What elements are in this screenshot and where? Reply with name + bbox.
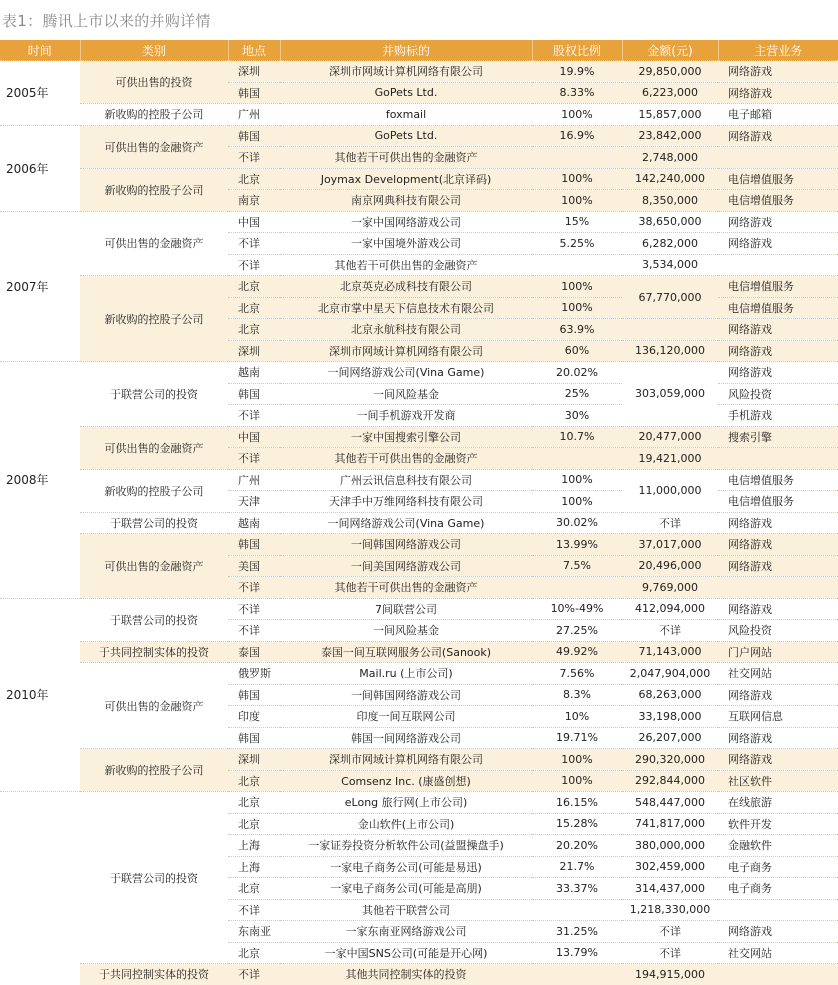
business-cell: 电子商务 xyxy=(718,878,838,900)
table-row xyxy=(0,104,838,126)
ratio-cell: 8.3% xyxy=(532,684,622,706)
business-cell: 电信增值服务 xyxy=(718,276,838,298)
ratio-cell: 100% xyxy=(532,190,622,212)
business-cell: 电信增值服务 xyxy=(718,491,838,513)
target-cell: 一间风险基金 xyxy=(280,620,532,642)
year-cell: 2006年 xyxy=(0,125,80,211)
business-cell: 电信增值服务 xyxy=(718,168,838,190)
target-cell: 泰国一间互联网服务公司(Sanook) xyxy=(280,641,532,663)
target-cell: 一家证券投资分析软件公司(益盟操盘手) xyxy=(280,835,532,857)
ratio-cell: 19.9% xyxy=(532,61,622,83)
ratio-cell: 15.28% xyxy=(532,813,622,835)
ratio-cell: 100% xyxy=(532,469,622,491)
location-cell: 不详 xyxy=(228,147,280,169)
ratio-cell: 100% xyxy=(532,276,622,298)
ratio-cell: 30% xyxy=(532,405,622,427)
ratio-cell xyxy=(532,448,622,470)
location-cell: 广州 xyxy=(228,469,280,491)
ratio-cell: 100% xyxy=(532,749,622,771)
amount-cell: 1,218,330,000 xyxy=(622,899,718,921)
amount-cell: 29,850,000 xyxy=(622,61,718,83)
business-cell: 网络游戏 xyxy=(718,555,838,577)
amount-cell: 314,437,000 xyxy=(622,878,718,900)
ratio-cell: 60% xyxy=(532,340,622,362)
business-cell xyxy=(718,254,838,276)
location-cell: 北京 xyxy=(228,813,280,835)
location-cell: 北京 xyxy=(228,878,280,900)
target-cell: 一间网络游戏公司(Vina Game) xyxy=(280,362,532,384)
location-cell: 深圳 xyxy=(228,340,280,362)
business-cell: 网络游戏 xyxy=(718,125,838,147)
location-cell: 东南亚 xyxy=(228,921,280,943)
business-cell: 电子邮箱 xyxy=(718,104,838,126)
business-cell: 社区软件 xyxy=(718,770,838,792)
location-cell: 不详 xyxy=(228,899,280,921)
business-cell: 风险投资 xyxy=(718,383,838,405)
target-cell: 一家东南亚网络游戏公司 xyxy=(280,921,532,943)
year-cell: 2008年 xyxy=(0,362,80,599)
location-cell: 韩国 xyxy=(228,534,280,556)
business-cell: 网络游戏 xyxy=(718,319,838,341)
business-cell xyxy=(718,577,838,599)
location-cell: 不详 xyxy=(228,233,280,255)
category-cell: 可供出售的金融资产 xyxy=(80,125,228,168)
category-cell: 新收购的控股子公司 xyxy=(80,168,228,211)
ratio-cell: 30.02% xyxy=(532,512,622,534)
business-cell: 网络游戏 xyxy=(718,61,838,83)
amount-cell: 20,496,000 xyxy=(622,555,718,577)
business-cell: 网络游戏 xyxy=(718,233,838,255)
target-cell: 北京市掌中星天下信息技术有限公司 xyxy=(280,297,532,319)
table-row xyxy=(0,964,838,985)
ratio-cell: 27.25% xyxy=(532,620,622,642)
table-row xyxy=(0,426,838,448)
category-cell: 于共同控制实体的投资 xyxy=(80,641,228,663)
target-cell: 一间韩国网络游戏公司 xyxy=(280,534,532,556)
target-cell: 印度一间互联网公司 xyxy=(280,706,532,728)
amount-cell: 302,459,000 xyxy=(622,856,718,878)
business-cell: 互联网信息 xyxy=(718,706,838,728)
business-cell xyxy=(718,147,838,169)
category-cell: 可供出售的金融资产 xyxy=(80,534,228,599)
business-cell: 电信增值服务 xyxy=(718,469,838,491)
location-cell: 韩国 xyxy=(228,82,280,104)
business-cell: 网络游戏 xyxy=(718,82,838,104)
target-cell: 一家中国SNS公司(可能是开心网) xyxy=(280,942,532,964)
amount-cell: 33,198,000 xyxy=(622,706,718,728)
year-cell: 2005年 xyxy=(0,61,80,126)
location-cell: 俄罗斯 xyxy=(228,663,280,685)
amount-cell: 290,320,000 xyxy=(622,749,718,771)
table-row xyxy=(0,534,838,556)
amount-cell: 2,047,904,000 xyxy=(622,663,718,685)
ratio-cell: 49.92% xyxy=(532,641,622,663)
ratio-cell: 100% xyxy=(532,168,622,190)
business-cell: 软件开发 xyxy=(718,813,838,835)
header-target: 并购标的 xyxy=(280,40,532,61)
business-cell xyxy=(718,448,838,470)
header-category: 类别 xyxy=(80,40,228,61)
business-cell: 搜索引擎 xyxy=(718,426,838,448)
amount-cell: 68,263,000 xyxy=(622,684,718,706)
ratio-cell xyxy=(532,964,622,985)
location-cell: 中国 xyxy=(228,211,280,233)
location-cell: 北京 xyxy=(228,319,280,341)
table-row xyxy=(0,61,838,83)
target-cell: 一家电子商务公司(可能是易迅) xyxy=(280,856,532,878)
amount-cell: 11,000,000 xyxy=(622,469,718,512)
location-cell: 南京 xyxy=(228,190,280,212)
business-cell: 网络游戏 xyxy=(718,684,838,706)
business-cell: 社交网站 xyxy=(718,663,838,685)
target-cell: 一间风险基金 xyxy=(280,383,532,405)
location-cell: 北京 xyxy=(228,942,280,964)
table-row xyxy=(0,512,838,534)
category-cell: 可供出售的金融资产 xyxy=(80,663,228,749)
target-cell: 其他若干可供出售的金融资产 xyxy=(280,448,532,470)
target-cell: 天津手中万维网络科技有限公司 xyxy=(280,491,532,513)
target-cell: Joymax Development(北京译码) xyxy=(280,168,532,190)
target-cell: 其他共同控制实体的投资 xyxy=(280,964,532,985)
table-row xyxy=(0,362,838,384)
target-cell: 其他若干联营公司 xyxy=(280,899,532,921)
location-cell: 不详 xyxy=(228,254,280,276)
target-cell: 其他若干可供出售的金融资产 xyxy=(280,254,532,276)
ratio-cell: 20.02% xyxy=(532,362,622,384)
amount-cell: 不详 xyxy=(622,942,718,964)
target-cell: 其他若干可供出售的金融资产 xyxy=(280,577,532,599)
amount-cell: 741,817,000 xyxy=(622,813,718,835)
acquisition-table xyxy=(0,40,838,985)
amount-cell: 6,282,000 xyxy=(622,233,718,255)
ratio-cell: 16.15% xyxy=(532,792,622,814)
amount-cell: 15,857,000 xyxy=(622,104,718,126)
target-cell: 北京永航科技有限公司 xyxy=(280,319,532,341)
target-cell: 金山软件(上市公司) xyxy=(280,813,532,835)
location-cell: 不详 xyxy=(228,964,280,985)
business-cell: 门户网站 xyxy=(718,641,838,663)
amount-cell xyxy=(622,319,718,341)
location-cell: 韩国 xyxy=(228,684,280,706)
target-cell: 南京网典科技有限公司 xyxy=(280,190,532,212)
business-cell: 网络游戏 xyxy=(718,211,838,233)
amount-cell: 412,094,000 xyxy=(622,598,718,620)
target-cell: 其他若干可供出售的金融资产 xyxy=(280,147,532,169)
location-cell: 北京 xyxy=(228,168,280,190)
amount-cell: 23,842,000 xyxy=(622,125,718,147)
target-cell: GoPets Ltd. xyxy=(280,125,532,147)
header-equity-ratio: 股权比例 xyxy=(532,40,622,61)
ratio-cell: 10.7% xyxy=(532,426,622,448)
amount-cell: 2,748,000 xyxy=(622,147,718,169)
amount-cell: 9,769,000 xyxy=(622,577,718,599)
amount-cell: 26,207,000 xyxy=(622,727,718,749)
amount-cell: 不详 xyxy=(622,620,718,642)
table-row xyxy=(0,168,838,190)
amount-cell: 548,447,000 xyxy=(622,792,718,814)
ratio-cell: 10%-49% xyxy=(532,598,622,620)
business-cell: 网络游戏 xyxy=(718,340,838,362)
amount-cell: 37,017,000 xyxy=(622,534,718,556)
business-cell: 电信增值服务 xyxy=(718,297,838,319)
amount-cell: 292,844,000 xyxy=(622,770,718,792)
table-row xyxy=(0,469,838,491)
location-cell: 上海 xyxy=(228,856,280,878)
category-cell: 于共同控制实体的投资 xyxy=(80,964,228,985)
table-row xyxy=(0,276,838,298)
ratio-cell: 20.20% xyxy=(532,835,622,857)
table-row xyxy=(0,792,838,814)
category-cell: 新收购的控股子公司 xyxy=(80,469,228,512)
table-row xyxy=(0,663,838,685)
ratio-cell: 13.99% xyxy=(532,534,622,556)
year-cell: 2007年 xyxy=(0,211,80,362)
target-cell: 深圳市网域计算机网络有限公司 xyxy=(280,340,532,362)
location-cell: 泰国 xyxy=(228,641,280,663)
location-cell: 不详 xyxy=(228,448,280,470)
category-cell: 于联营公司的投资 xyxy=(80,512,228,534)
business-cell: 手机游戏 xyxy=(718,405,838,427)
location-cell: 韩国 xyxy=(228,383,280,405)
header-main-business: 主营业务 xyxy=(718,40,838,61)
location-cell: 美国 xyxy=(228,555,280,577)
ratio-cell: 100% xyxy=(532,297,622,319)
header-location: 地点 xyxy=(228,40,280,61)
location-cell: 上海 xyxy=(228,835,280,857)
location-cell: 北京 xyxy=(228,792,280,814)
target-cell: 一家电子商务公司(可能是高朋) xyxy=(280,878,532,900)
target-cell: 7间联营公司 xyxy=(280,598,532,620)
business-cell: 电子商务 xyxy=(718,856,838,878)
business-cell xyxy=(718,964,838,985)
target-cell: 广州云讯信息科技有限公司 xyxy=(280,469,532,491)
amount-cell: 8,350,000 xyxy=(622,190,718,212)
amount-cell: 不详 xyxy=(622,921,718,943)
business-cell: 网络游戏 xyxy=(718,749,838,771)
ratio-cell: 15% xyxy=(532,211,622,233)
ratio-cell: 33.37% xyxy=(532,878,622,900)
location-cell: 深圳 xyxy=(228,749,280,771)
business-cell: 网络游戏 xyxy=(718,362,838,384)
ratio-cell: 19.71% xyxy=(532,727,622,749)
business-cell: 风险投资 xyxy=(718,620,838,642)
amount-cell: 67,770,000 xyxy=(622,276,718,319)
ratio-cell: 100% xyxy=(532,491,622,513)
table-row xyxy=(0,641,838,663)
ratio-cell: 16.9% xyxy=(532,125,622,147)
amount-cell: 142,240,000 xyxy=(622,168,718,190)
location-cell: 中国 xyxy=(228,426,280,448)
ratio-cell: 13.79% xyxy=(532,942,622,964)
location-cell: 北京 xyxy=(228,770,280,792)
header-amount: 金额(元) xyxy=(622,40,718,61)
table-title: 表1：腾讯上市以来的并购详情 xyxy=(2,12,211,30)
location-cell: 韩国 xyxy=(228,125,280,147)
business-cell: 社交网站 xyxy=(718,942,838,964)
ratio-cell: 25% xyxy=(532,383,622,405)
ratio-cell: 31.25% xyxy=(532,921,622,943)
target-cell: 一家中国网络游戏公司 xyxy=(280,211,532,233)
business-cell: 电信增值服务 xyxy=(718,190,838,212)
location-cell: 韩国 xyxy=(228,727,280,749)
target-cell: 一间美国网络游戏公司 xyxy=(280,555,532,577)
ratio-cell: 7.56% xyxy=(532,663,622,685)
amount-cell: 136,120,000 xyxy=(622,340,718,362)
target-cell: GoPets Ltd. xyxy=(280,82,532,104)
target-cell: 深圳市网域计算机网络有限公司 xyxy=(280,749,532,771)
category-cell: 可供出售的金融资产 xyxy=(80,426,228,469)
ratio-cell xyxy=(532,147,622,169)
amount-cell: 19,421,000 xyxy=(622,448,718,470)
table-header-row xyxy=(0,40,838,61)
location-cell: 广州 xyxy=(228,104,280,126)
ratio-cell: 21.7% xyxy=(532,856,622,878)
target-cell: 一间网络游戏公司(Vina Game) xyxy=(280,512,532,534)
amount-cell: 303,059,000 xyxy=(622,362,718,427)
target-cell: Comsenz Inc. (康盛创想) xyxy=(280,770,532,792)
ratio-cell: 100% xyxy=(532,104,622,126)
target-cell: Mail.ru (上市公司) xyxy=(280,663,532,685)
ratio-cell: 10% xyxy=(532,706,622,728)
amount-cell: 194,915,000 xyxy=(622,964,718,985)
business-cell: 网络游戏 xyxy=(718,598,838,620)
category-cell: 于联营公司的投资 xyxy=(80,792,228,964)
category-cell: 新收购的控股子公司 xyxy=(80,749,228,792)
amount-cell: 不详 xyxy=(622,512,718,534)
location-cell: 不详 xyxy=(228,598,280,620)
amount-cell: 6,223,000 xyxy=(622,82,718,104)
target-cell: 一家中国境外游戏公司 xyxy=(280,233,532,255)
category-cell: 新收购的控股子公司 xyxy=(80,276,228,362)
target-cell: eLong 旅行网(上市公司) xyxy=(280,792,532,814)
category-cell: 于联营公司的投资 xyxy=(80,598,228,641)
target-cell: 北京英克必成科技有限公司 xyxy=(280,276,532,298)
business-cell: 网络游戏 xyxy=(718,727,838,749)
location-cell: 印度 xyxy=(228,706,280,728)
business-cell: 网络游戏 xyxy=(718,921,838,943)
target-cell: 一间手机游戏开发商 xyxy=(280,405,532,427)
table-row xyxy=(0,749,838,771)
location-cell: 越南 xyxy=(228,512,280,534)
location-cell: 天津 xyxy=(228,491,280,513)
ratio-cell xyxy=(532,899,622,921)
ratio-cell: 5.25% xyxy=(532,233,622,255)
ratio-cell: 63.9% xyxy=(532,319,622,341)
ratio-cell: 7.5% xyxy=(532,555,622,577)
location-cell: 不详 xyxy=(228,577,280,599)
location-cell: 不详 xyxy=(228,405,280,427)
year-cell: 2010年 xyxy=(0,598,80,792)
target-cell: 一间韩国网络游戏公司 xyxy=(280,684,532,706)
ratio-cell xyxy=(532,577,622,599)
amount-cell: 20,477,000 xyxy=(622,426,718,448)
target-cell: foxmail xyxy=(280,104,532,126)
business-cell: 在线旅游 xyxy=(718,792,838,814)
location-cell: 不详 xyxy=(228,620,280,642)
amount-cell: 3,534,000 xyxy=(622,254,718,276)
business-cell: 金融软件 xyxy=(718,835,838,857)
target-cell: 韩国一间网络游戏公司 xyxy=(280,727,532,749)
ratio-cell xyxy=(532,254,622,276)
amount-cell: 71,143,000 xyxy=(622,641,718,663)
header-time: 时间 xyxy=(0,40,80,61)
table-row xyxy=(0,598,838,620)
category-cell: 可供出售的金融资产 xyxy=(80,211,228,276)
table-row xyxy=(0,211,838,233)
location-cell: 越南 xyxy=(228,362,280,384)
business-cell: 网络游戏 xyxy=(718,534,838,556)
amount-cell: 380,000,000 xyxy=(622,835,718,857)
ratio-cell: 8.33% xyxy=(532,82,622,104)
category-cell: 于联营公司的投资 xyxy=(80,362,228,427)
target-cell: 深圳市网域计算机网络有限公司 xyxy=(280,61,532,83)
location-cell: 北京 xyxy=(228,297,280,319)
amount-cell: 38,650,000 xyxy=(622,211,718,233)
category-cell: 可供出售的投资 xyxy=(80,61,228,104)
target-cell: 一家中国搜索引擎公司 xyxy=(280,426,532,448)
location-cell: 北京 xyxy=(228,276,280,298)
ratio-cell: 100% xyxy=(532,770,622,792)
location-cell: 深圳 xyxy=(228,61,280,83)
business-cell xyxy=(718,899,838,921)
table-row xyxy=(0,125,838,147)
business-cell: 网络游戏 xyxy=(718,512,838,534)
category-cell: 新收购的控股子公司 xyxy=(80,104,228,126)
year-cell xyxy=(0,792,80,985)
